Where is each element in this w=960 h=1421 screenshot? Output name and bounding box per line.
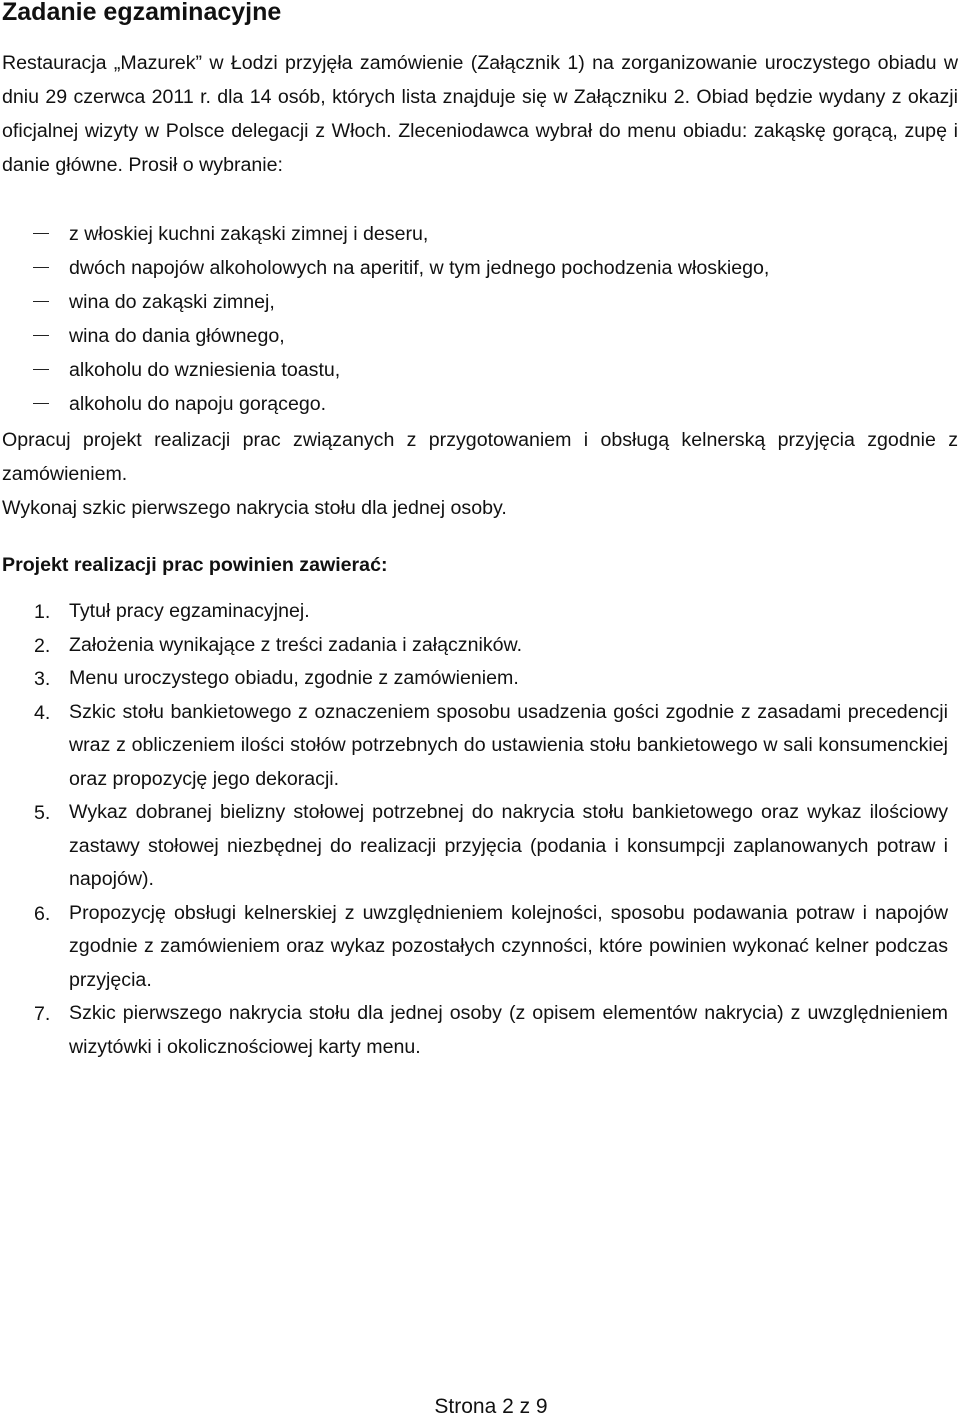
list-item-text: dwóch napojów alkoholowych na aperitif, w tym jednego pochodzenia włoskiego,	[69, 257, 770, 279]
page-title: Zadanie egzaminacyjne	[2, 0, 282, 26]
item-number: 7.	[34, 1003, 51, 1025]
item-number: 1.	[34, 601, 51, 623]
item-number: 2.	[34, 634, 51, 657]
list-item	[0, 997, 960, 1064]
item-number: 6.	[34, 902, 51, 925]
item-number: 4.	[34, 701, 51, 724]
item-text: Założenia wynikające z treści zadania i załączników.	[69, 633, 523, 656]
item-number: 5.	[34, 802, 51, 824]
dash-bullet-icon	[33, 301, 49, 302]
dash-bullet-icon	[33, 267, 49, 268]
sketch-task-paragraph: Wykonaj szkic pierwszego nakrycia stołu dla jednej osoby.	[2, 497, 507, 519]
item-text: Wykaz dobranej bielizny stołowej potrzebnej do nakrycia stołu bankietowego oraz wykaz ilościowy zastawy stołowej niezbędnej do realizacji przyjęcia (podania i konsumpcji zaplanowanych potraw i napojów).	[69, 801, 948, 890]
list-item	[0, 796, 960, 897]
list-item	[0, 595, 960, 629]
list-item-text: z włoskiej kuchni zakąski zimnej i deseru,	[69, 223, 429, 245]
task-paragraph: Opracuj projekt realizacji prac związanych z przygotowaniem i obsługą kelnerską przyjęcia zgodnie z zamówieniem.	[2, 429, 958, 485]
list-item-text: alkoholu do wzniesienia toastu,	[69, 359, 341, 381]
item-number: 3.	[34, 668, 51, 690]
item-text: Szkic pierwszego nakrycia stołu dla jednej osoby (z opisem elementów nakrycia) z uwzględnieniem wizytówki i okolicznościowej karty menu.	[69, 1002, 948, 1058]
dash-bullet-icon	[33, 335, 49, 336]
item-text: Szkic stołu bankietowego z oznaczeniem sposobu usadzenia gości zgodnie z zasadami precedencji wraz z obliczeniem ilości stołów potrzebnych do ustawienia stołu bankietowego w sali konsumenckiej oraz propozycję jego dekoracji.	[69, 700, 948, 790]
list-item	[0, 897, 960, 998]
item-text: Tytuł pracy egzaminacyjnej.	[69, 600, 310, 622]
list-item	[0, 629, 960, 663]
dash-bullet-icon	[33, 403, 49, 404]
list-item-text: alkoholu do napoju gorącego.	[69, 393, 327, 415]
project-items-list	[0, 595, 960, 1064]
page-number-footer: Strona 2 z 9	[434, 1395, 548, 1418]
dash-bullet-icon	[33, 369, 49, 370]
item-text: Menu uroczystego obiadu, zgodnie z zamówieniem.	[69, 667, 519, 689]
list-item-text: wina do zakąski zimnej,	[69, 291, 275, 313]
intro-paragraph: Restauracja „Mazurek” w Łodzi przyjęła zamówienie (Załącznik 1) na zorganizowanie uroczystego obiadu w dniu 29 czerwca 2011 r. dla 14 osób, których lista znajduje się w Załączniku 2. Obiad będzie wydany z okazji oficjalnej wizyty w Polsce delegacji z Włoch. Zleceniodawca wybrał do menu obiadu: zakąskę gorącą, zupę i danie główne. Prosił o wybranie:	[2, 52, 958, 176]
project-heading: Projekt realizacji prac powinien zawierać:	[2, 554, 388, 576]
list-item-text: wina do dania głównego,	[69, 325, 285, 347]
list-item	[0, 696, 960, 797]
list-item	[0, 662, 960, 696]
dash-bullet-icon	[33, 233, 49, 234]
item-text: Propozycję obsługi kelnerskiej z uwzględnieniem kolejności, sposobu podawania potraw i napojów zgodnie z zamówieniem oraz wykaz pozostałych czynności, które powinien wykonać kelner podczas przyjęcia.	[69, 901, 948, 991]
